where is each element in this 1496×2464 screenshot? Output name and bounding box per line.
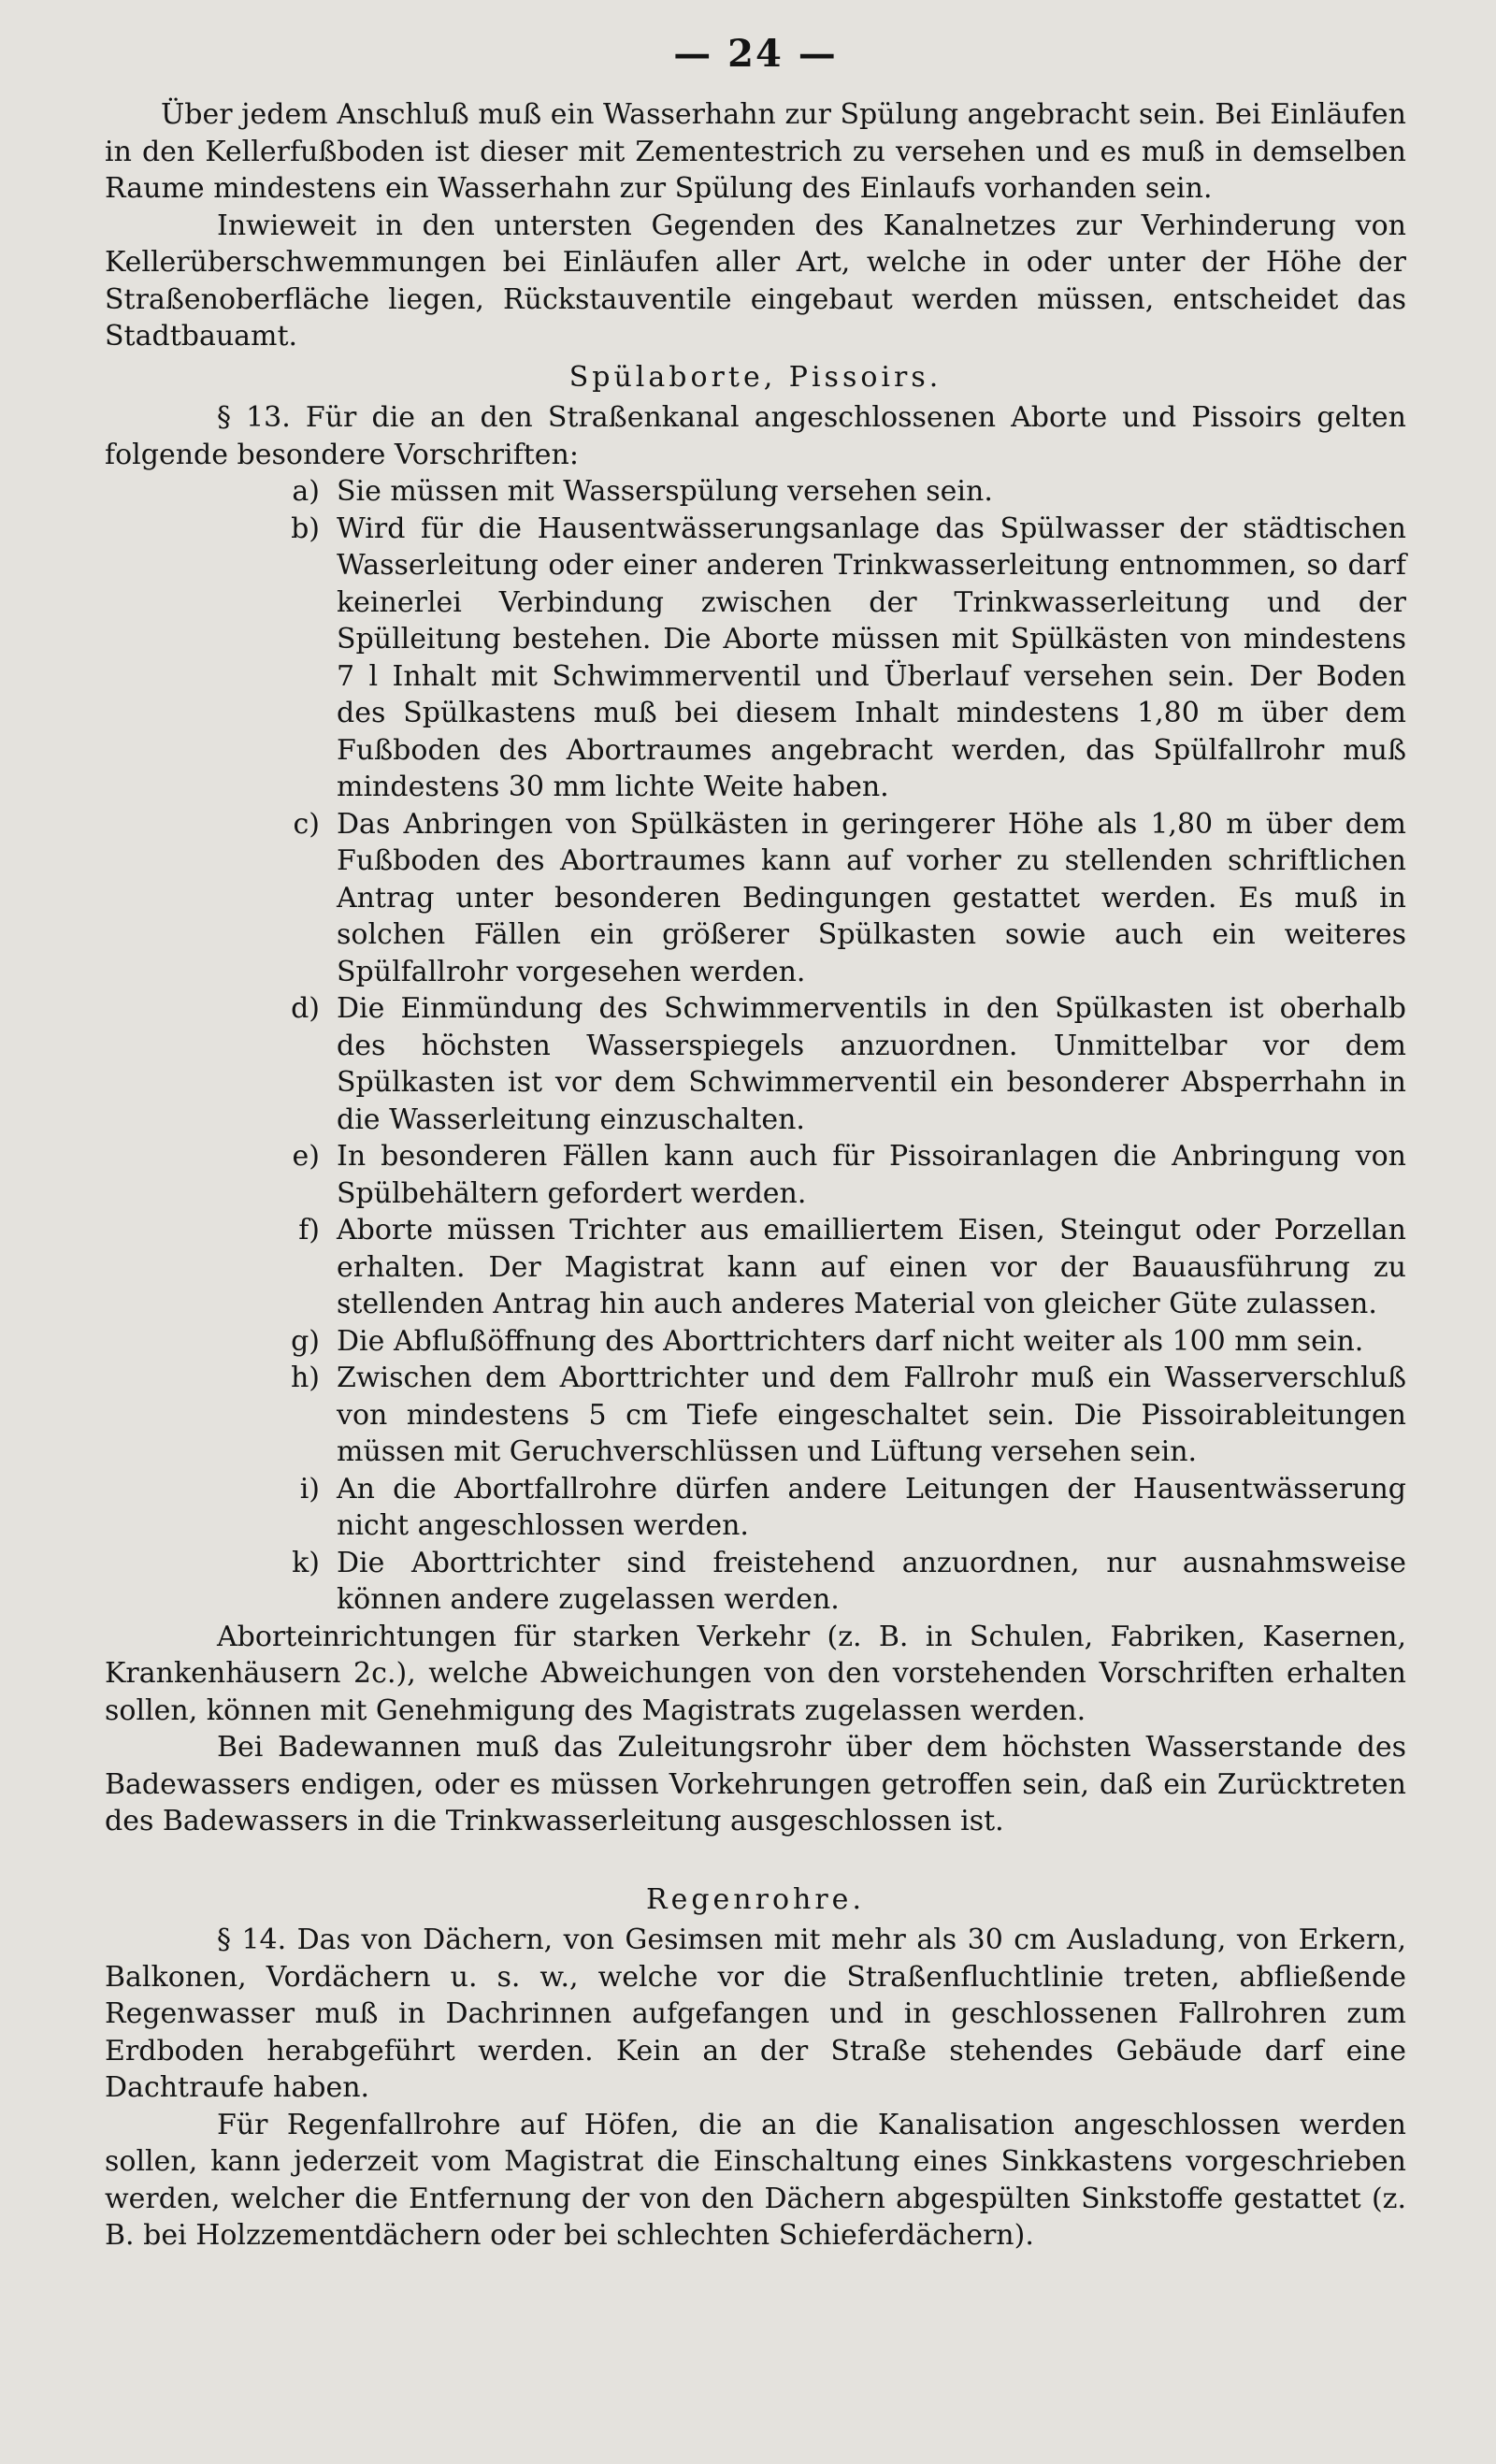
body-text: [105, 96, 1406, 2255]
list-item: [105, 1138, 1406, 1212]
list-marker: k): [292, 1546, 320, 1579]
list-marker: h): [290, 1362, 320, 1394]
list-item-text: An die Abortfallrohre dürfen andere Leitungen der Hausentwässerung nicht angeschlossen werden.: [337, 1472, 1406, 1542]
page-number: — 24 —: [673, 32, 838, 76]
list-item: [105, 1471, 1406, 1545]
list-item-text: Aborte müssen Trichter aus emailliertem Eisen, Steingut oder Porzellan erhalten. Der Magistrat kann auf einen vor der Bauausführung zu stellenden Antrag hin auch anderes Material von gleicher Güte zulassen.: [337, 1214, 1406, 1320]
list-item-text: In besonderen Fällen kann auch für Pissoiranlagen die Anbringung von Spülbehältern gefordert werden.: [337, 1140, 1406, 1210]
paragraph: Inwieweit in den untersten Gegenden des Kanalnetzes zur Verhinderung von Kellerüberschwemmungen bei Einläufen aller Art, welche in oder unter der Höhe der Straßenoberfläche liegen, Rückstauventile eingebaut werden müssen, entscheidet das Stadtbauamt.: [105, 209, 1406, 353]
list-item: [105, 473, 1406, 511]
list-item-text: Die Aborttrichter sind freistehend anzuordnen, nur ausnahmsweise können andere zugelassen werden.: [337, 1546, 1406, 1616]
paragraph: Aborteinrichtungen für starken Verkehr (z. B. in Schulen, Fabriken, Kasernen, Krankenhäusern 2c.), welche Abweichungen von den vorstehenden Vorschriften erhalten sollen, können mit Genehmigung des Magistrats zugelassen werden.: [105, 1620, 1406, 1727]
list-marker: f): [298, 1214, 320, 1246]
list-item-text: Wird für die Hausentwässerungsanlage das Spülwasser der städtischen Wasserleitung oder einer anderen Trinkwasserleitung entnommen, so darf keinerlei Verbindung zwischen der Trinkwasserleitung und der Spülleitung bestehen. Die Aborte müssen mit Spülkästen von mindestens 7 l Inhalt mit Schwimmerventil und Überlauf versehen sein. Der Boden des Spülkastens muß bei diesem Inhalt mindestens 1,80 m über dem Fußboden des Abortraumes angebracht werden, das Spülfallrohr muß mindestens 30 mm lichte Weite haben.: [337, 512, 1406, 803]
list-item-text: Zwischen dem Aborttrichter und dem Fallrohr muß ein Wasserverschluß von mindestens 5 cm Tiefe eingeschaltet sein. Die Pissoirableitungen müssen mit Geruchverschlüssen und Lüftung versehen sein.: [337, 1362, 1406, 1468]
list-item: [105, 806, 1406, 991]
list-marker: e): [292, 1140, 320, 1173]
list-marker: a): [292, 475, 320, 508]
list-item-text: Die Abflußöffnung des Aborttrichters darf nicht weiter als 100 mm sein.: [337, 1324, 1364, 1358]
list-marker: d): [291, 992, 320, 1025]
list-marker: b): [291, 512, 320, 545]
regulation-list: [105, 473, 1406, 1619]
list-item: [105, 511, 1406, 806]
list-item-text: Das Anbringen von Spülkästen in geringerer Höhe als 1,80 m über dem Fußboden des Abortraumes kann auf vorher zu stellenden schriftlichen Antrag unter besonderen Bedingungen gestattet werden. Es muß in solchen Fällen ein größerer Spülkasten sowie auch ein weiteres Spülfallrohr vorgesehen werden.: [337, 807, 1406, 988]
list-item-text: Die Einmündung des Schwimmerventils in den Spülkasten ist oberhalb des höchsten Wasserspiegels anzuordnen. Unmittelbar vor dem Spülkasten ist vor dem Schwimmerventil ein besonderer Absperrhahn in die Wasserleitung einzuschalten.: [337, 992, 1406, 1136]
list-item: [105, 1323, 1406, 1361]
list-item: [105, 990, 1406, 1138]
list-item: [105, 1545, 1406, 1619]
list-marker: i): [299, 1472, 320, 1506]
list-item: [105, 1212, 1406, 1323]
section-heading: Spülaborte, Pissoirs.: [568, 360, 942, 394]
section-intro: § 13. Für die an den Straßenkanal angeschlossenen Aborte und Pissoirs gelten folgende besondere Vorschriften:: [105, 401, 1406, 471]
list-item: [105, 1360, 1406, 1471]
paragraph: Bei Badewannen muß das Zuleitungsrohr über dem höchsten Wasserstande des Badewassers endigen, oder es müssen Vorkehrungen getroffen sein, daß ein Zurücktreten des Badewassers in die Trinkwasserleitung ausgeschlossen ist.: [105, 1731, 1406, 1837]
list-marker: c): [293, 807, 320, 841]
list-marker: g): [291, 1324, 320, 1358]
list-item-text: Sie müssen mit Wasserspülung versehen sein.: [337, 475, 993, 508]
section-heading: Regenrohre.: [646, 1882, 865, 1916]
paragraph: Über jedem Anschluß muß ein Wasserhahn zur Spülung angebracht sein. Bei Einläufen in den Kellerfußboden ist dieser mit Zementestrich zu versehen und es muß in demselben Raume mindestens ein Wasserhahn zur Spülung des Einlaufs vorhanden sein.: [105, 98, 1406, 205]
paragraph: Für Regenfallrohre auf Höfen, die an die Kanalisation angeschlossen werden sollen, kann jederzeit vom Magistrat die Einschaltung eines Sinkkastens vorgeschrieben werden, welcher die Entfernung der von den Dächern abgespülten Sinkstoffe gestattet (z. B. bei Holzzementdächern oder bei schlechten Schieferdächern).: [105, 2108, 1406, 2252]
paragraph: § 14. Das von Dächern, von Gesimsen mit mehr als 30 cm Ausladung, von Erkern, Balkonen, Vordächern u. s. w., welche vor die Straßenfluchtlinie treten, abfließende Regenwasser muß in Dachrinnen aufgefangen und in geschlossenen Fallrohren zum Erdboden herabgeführt werden. Kein an der Straße stehendes Gebäude darf eine Dachtraufe haben.: [105, 1924, 1406, 2104]
